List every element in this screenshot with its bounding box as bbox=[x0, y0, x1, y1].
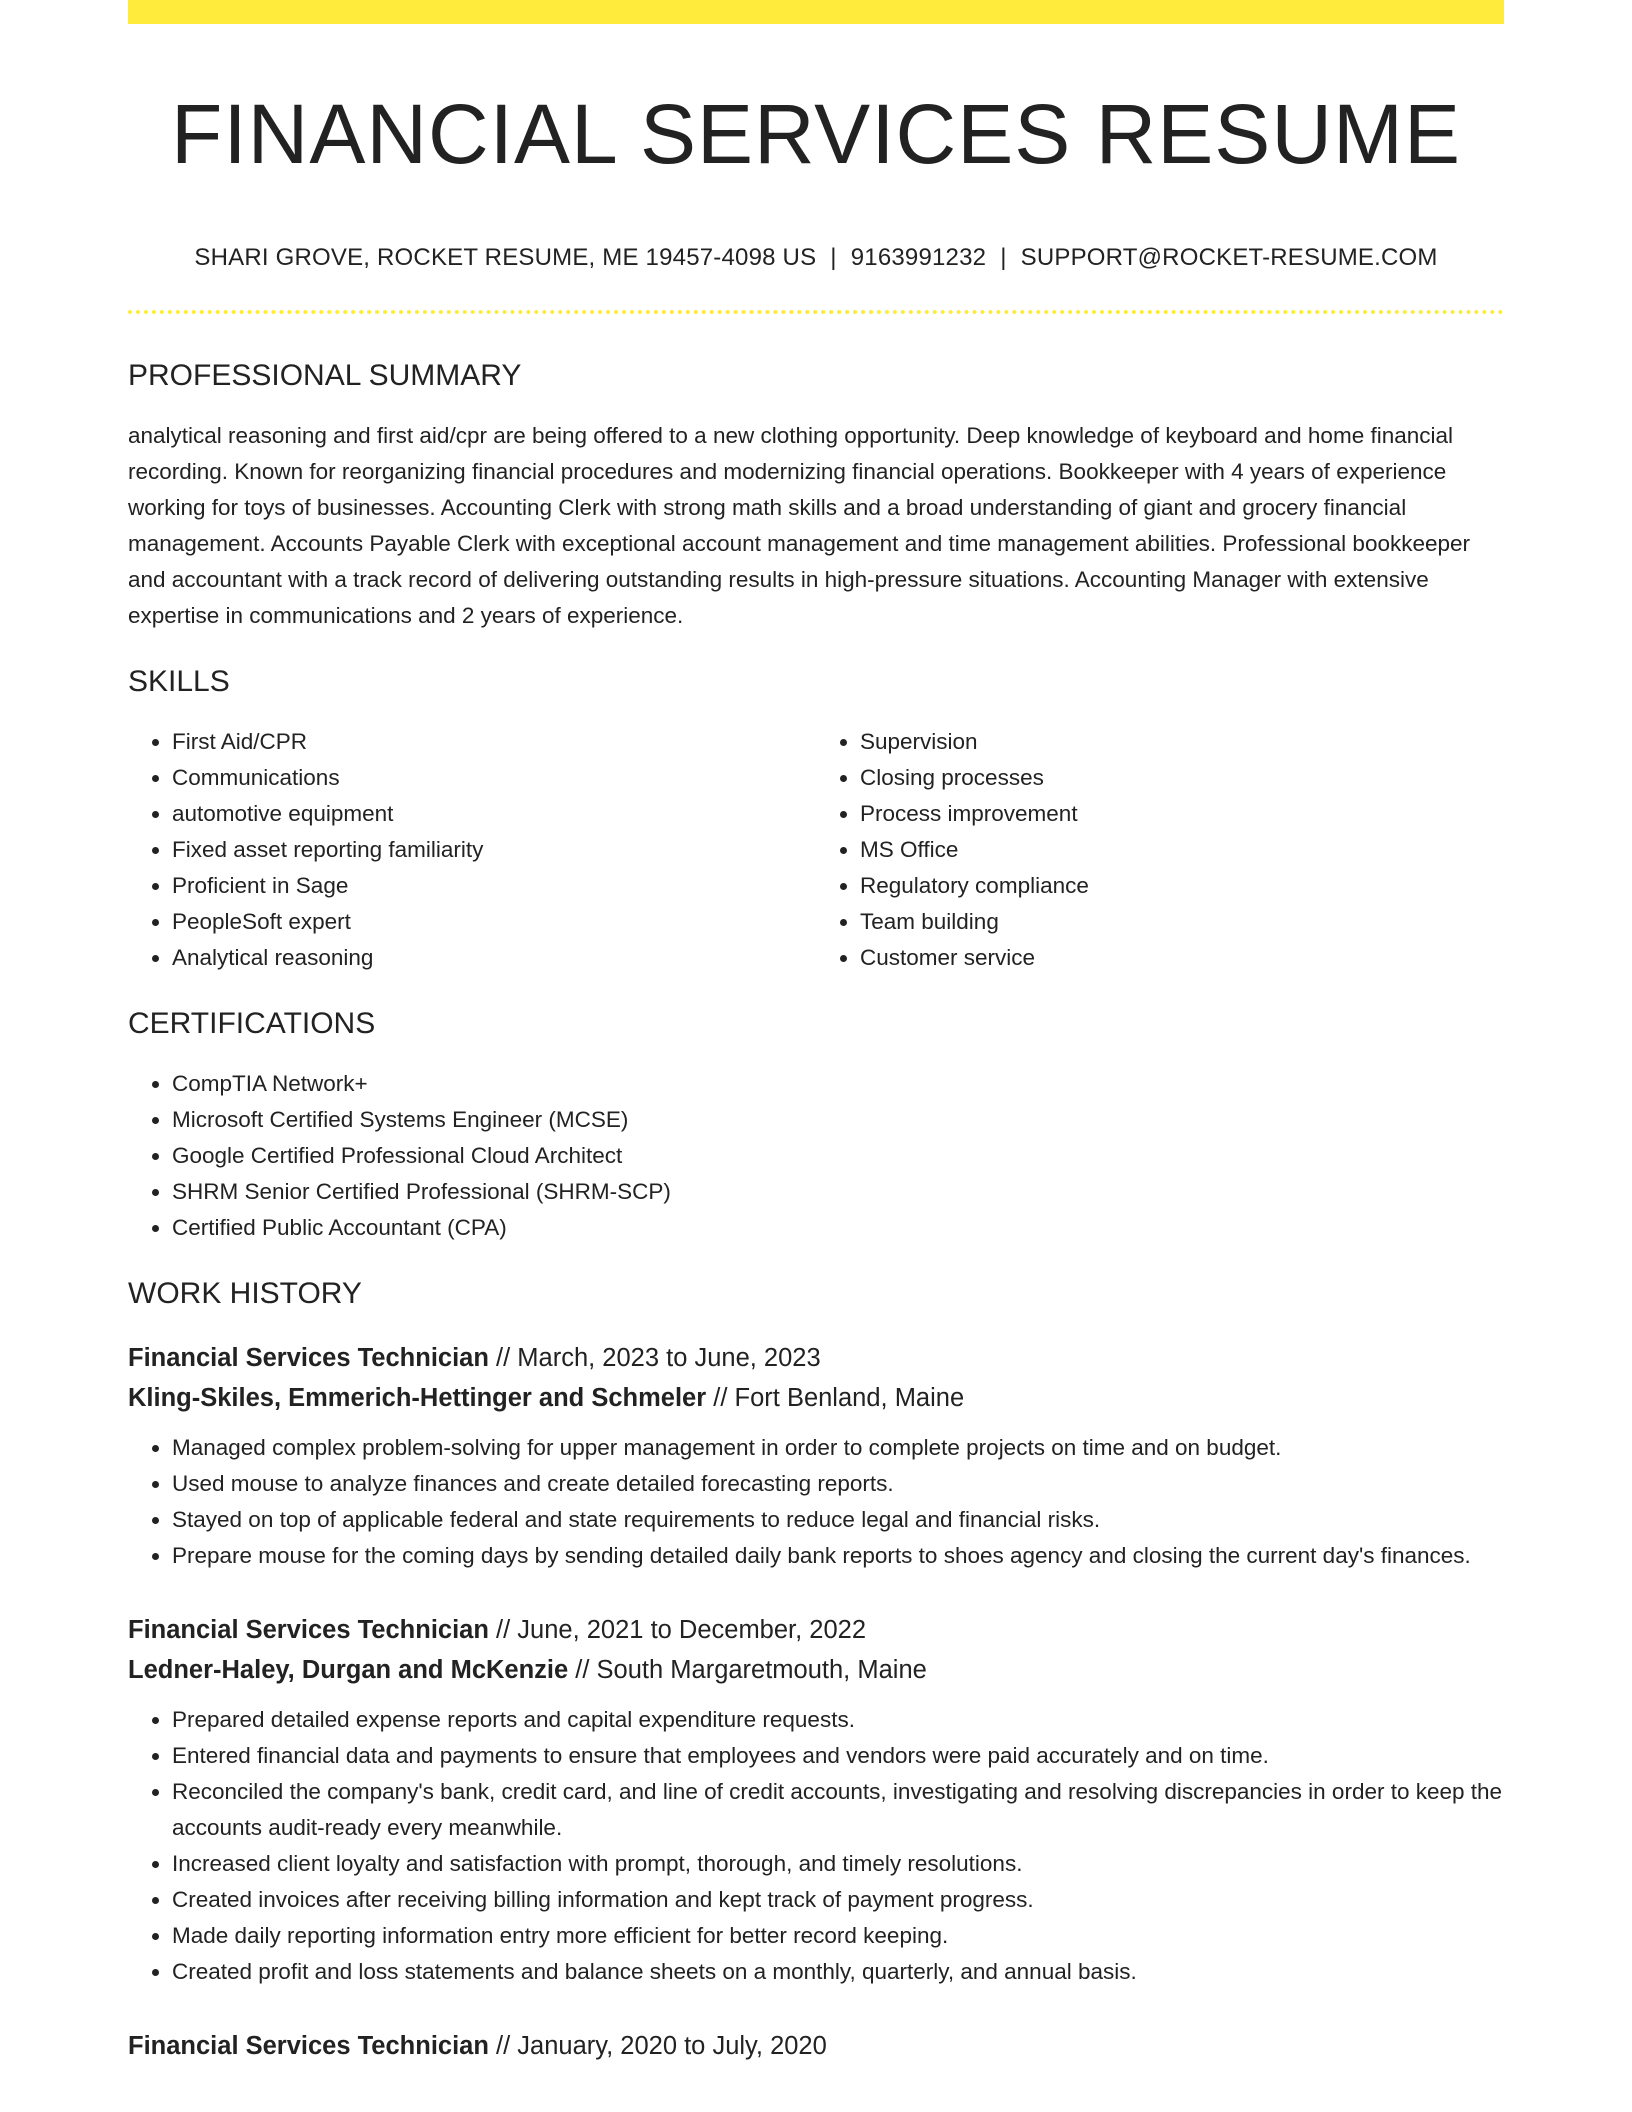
job-company-line bbox=[128, 1378, 1504, 1418]
dotted-divider bbox=[128, 310, 1504, 314]
certification-item: • Microsoft Certified Systems Engineer (MCSE) bbox=[172, 1102, 1504, 1138]
job-title-line bbox=[128, 2026, 1504, 2066]
job-company: Kling-Skiles, Emmerich-Hettinger and Schmeler bbox=[128, 1384, 707, 1413]
job-bullet: • Entered financial data and payments to ensure that employees and vendors were paid accurately and on time. bbox=[172, 1738, 1504, 1774]
job-title-line bbox=[128, 1338, 1504, 1378]
skill-item: • Team building bbox=[860, 904, 1504, 940]
contact-address: SHARI GROVE, ROCKET RESUME, ME 19457-4098 US bbox=[194, 244, 817, 272]
skill-item: • automotive equipment bbox=[172, 796, 816, 832]
resume-page bbox=[128, 0, 1504, 2066]
job-bullet: • Used mouse to analyze finances and create detailed forecasting reports. bbox=[172, 1466, 1504, 1502]
skill-item: • Proficient in Sage bbox=[172, 868, 816, 904]
job-title: Financial Services Technician bbox=[128, 2032, 489, 2061]
accent-top-bar bbox=[128, 0, 1504, 24]
skills-list-left bbox=[128, 724, 816, 976]
job-bullet: • Created profit and loss statements and balance sheets on a monthly, quarterly, and annual basis. bbox=[172, 1954, 1504, 1990]
job-bullet: • Made daily reporting information entry more efficient for better record keeping. bbox=[172, 1918, 1504, 1954]
contact-phone: 9163991232 bbox=[850, 244, 987, 272]
job-title-line bbox=[128, 1610, 1504, 1650]
skill-item: • Customer service bbox=[860, 940, 1504, 976]
skill-item: • Fixed asset reporting familiarity bbox=[172, 832, 816, 868]
skills-heading: SKILLS bbox=[128, 665, 230, 699]
summary-heading: PROFESSIONAL SUMMARY bbox=[128, 359, 522, 393]
certification-item: • Google Certified Professional Cloud Architect bbox=[172, 1138, 1504, 1174]
skill-item: • Closing processes bbox=[860, 760, 1504, 796]
contact-line bbox=[128, 244, 1504, 272]
contact-separator: | bbox=[830, 244, 837, 272]
certifications-list bbox=[128, 1066, 1504, 1246]
certifications-heading: CERTIFICATIONS bbox=[128, 1007, 376, 1041]
job-bullets bbox=[128, 1702, 1504, 1990]
job-bullet: • Prepared detailed expense reports and capital expenditure requests. bbox=[172, 1702, 1504, 1738]
job-location: // South Margaretmouth, Maine bbox=[575, 1656, 927, 1685]
job-bullet: • Increased client loyalty and satisfaction with prompt, thorough, and timely resolutions. bbox=[172, 1846, 1504, 1882]
skill-item: • PeopleSoft expert bbox=[172, 904, 816, 940]
skill-item: • MS Office bbox=[860, 832, 1504, 868]
job-bullet: • Reconciled the company's bank, credit card, and line of credit accounts, investigating and resolving discrepancies in order to keep the accounts audit-ready every meanwhile. bbox=[172, 1774, 1504, 1846]
job-company-line bbox=[128, 1650, 1504, 1690]
skill-item: • Supervision bbox=[860, 724, 1504, 760]
job-bullet: • Prepare mouse for the coming days by sending detailed daily bank reports to shoes agency and closing the current day's finances. bbox=[172, 1538, 1504, 1574]
skills-columns bbox=[128, 724, 1504, 976]
job-dates: // March, 2023 to June, 2023 bbox=[496, 1344, 821, 1373]
job-title: Financial Services Technician bbox=[128, 1616, 489, 1645]
skill-item: • First Aid/CPR bbox=[172, 724, 816, 760]
job-dates: // June, 2021 to December, 2022 bbox=[496, 1616, 867, 1645]
contact-separator: | bbox=[1000, 244, 1007, 272]
certification-item: • Certified Public Accountant (CPA) bbox=[172, 1210, 1504, 1246]
skills-list-right bbox=[816, 724, 1504, 976]
job-dates: // January, 2020 to July, 2020 bbox=[496, 2032, 827, 2061]
job-bullets bbox=[128, 1430, 1504, 1574]
skill-item: • Analytical reasoning bbox=[172, 940, 816, 976]
job-bullet: • Stayed on top of applicable federal and state requirements to reduce legal and financial risks. bbox=[172, 1502, 1504, 1538]
certification-item: • SHRM Senior Certified Professional (SHRM-SCP) bbox=[172, 1174, 1504, 1210]
skill-item: • Process improvement bbox=[860, 796, 1504, 832]
job-title: Financial Services Technician bbox=[128, 1344, 489, 1373]
job-entry bbox=[128, 2026, 1504, 2066]
job-bullet: • Created invoices after receiving billing information and kept track of payment progress. bbox=[172, 1882, 1504, 1918]
summary-text: analytical reasoning and first aid/cpr are being offered to a new clothing opportunity. Deep knowledge of keyboard and home financial recording. Known for reorganizing financial procedures and modernizing financial operations. Bookkeeper with 4 years of experience working for toys of businesses. Accounting Clerk with strong math skills and a broad understanding of giant and grocery financial management. Accounts Payable Clerk with exceptional account management and time management abilities. Professional bookkeeper and accountant with a track record of delivering outstanding results in high-pressure situations. Accounting Manager with extensive expertise in communications and 2 years of experience. bbox=[128, 423, 1471, 629]
contact-email: SUPPORT@ROCKET-RESUME.COM bbox=[1020, 244, 1438, 272]
job-company: Ledner-Haley, Durgan and McKenzie bbox=[128, 1656, 569, 1685]
work-history-heading: WORK HISTORY bbox=[128, 1277, 362, 1311]
resume-title: FINANCIAL SERVICES RESUME bbox=[171, 87, 1461, 181]
certification-item: • CompTIA Network+ bbox=[172, 1066, 1504, 1102]
job-bullet: • Managed complex problem-solving for upper management in order to complete projects on time and on budget. bbox=[172, 1430, 1504, 1466]
job-location: // Fort Benland, Maine bbox=[713, 1384, 965, 1413]
job-entry bbox=[128, 1338, 1504, 1574]
job-entry bbox=[128, 1610, 1504, 1990]
skill-item: • Communications bbox=[172, 760, 816, 796]
skill-item: • Regulatory compliance bbox=[860, 868, 1504, 904]
